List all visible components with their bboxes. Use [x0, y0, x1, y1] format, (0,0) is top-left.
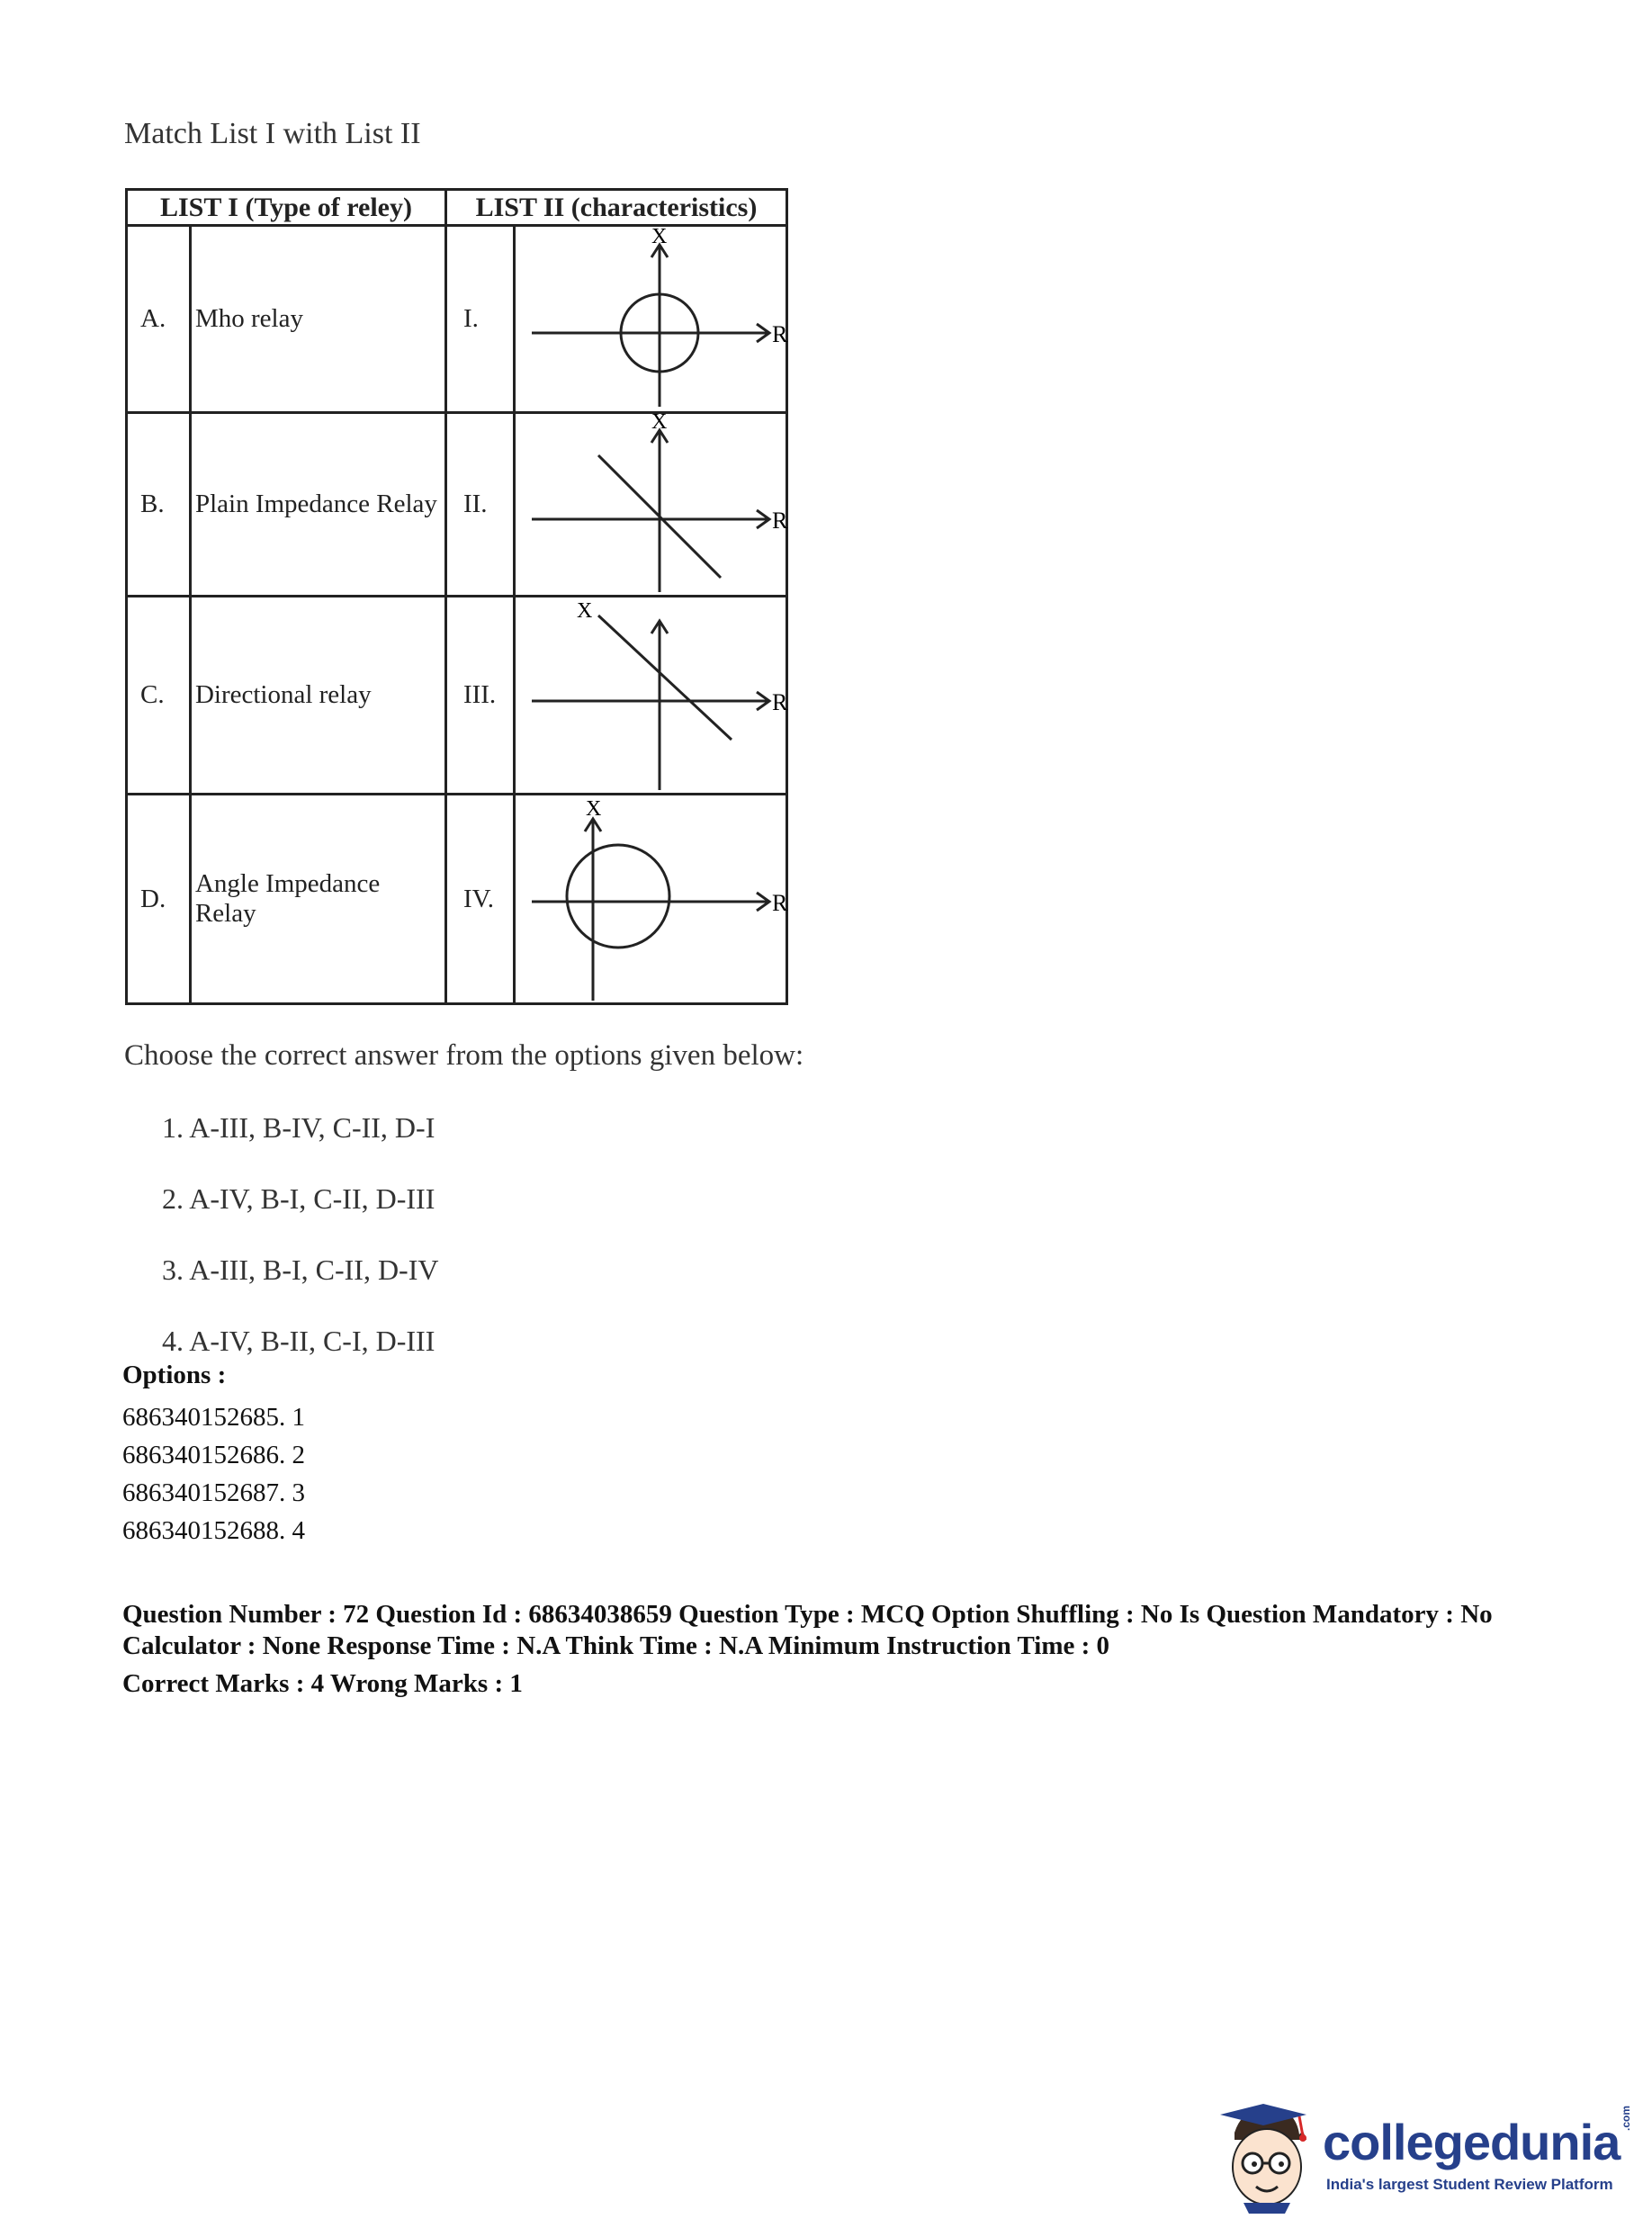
- relay-type: Directional relay: [190, 597, 445, 795]
- r-axis-label: R: [771, 321, 788, 347]
- row-letter: B.: [127, 413, 191, 597]
- characteristic-number: IV.: [445, 795, 514, 1004]
- answer-choice: 1. A-III, B-IV, C-II, D-I: [162, 1111, 435, 1144]
- characteristic-graph: [514, 597, 786, 795]
- offset-circle-graph: [516, 795, 786, 1002]
- options-heading: Options :: [122, 1361, 227, 1389]
- table-row: [127, 795, 787, 1004]
- table-row: [127, 597, 787, 795]
- option-item: 686340152688. 4: [122, 1516, 305, 1545]
- answer-choice: 2. A-IV, B-I, C-II, D-III: [162, 1182, 435, 1215]
- relay-type: Angle Impedance Relay: [190, 795, 445, 1004]
- row-letter: A.: [127, 226, 191, 413]
- option-item: 686340152685. 1: [122, 1403, 305, 1432]
- characteristic-graph: [514, 410, 788, 597]
- list-2-header: LIST II (characteristics): [445, 190, 786, 226]
- r-axis-label: R: [771, 890, 788, 916]
- row-letter: D.: [127, 795, 191, 1004]
- answer-choices: [162, 1105, 438, 1389]
- choose-instruction: Choose the correct answer from the options given below:: [124, 1039, 804, 1072]
- x-axis-label: X: [651, 410, 668, 434]
- x-axis-label: X: [576, 599, 593, 623]
- collegedunia-logo: [1217, 2097, 1639, 2214]
- characteristic-number: I.: [445, 226, 514, 413]
- table-row: [127, 226, 787, 413]
- options-list: [122, 1398, 305, 1550]
- relay-type: Mho relay: [190, 226, 445, 413]
- mascot-icon: [1217, 2097, 1315, 2214]
- characteristic-graph: [514, 795, 786, 1004]
- question-intro: Match List I with List II: [124, 117, 421, 150]
- option-item: 686340152686. 2: [122, 1441, 305, 1469]
- question-metadata: Question Number : 72 Question Id : 68634038659 Question Type : MCQ Option Shuffling : No Is Question Mandatory : No Calculator : None Response Time : N.A Think Time : N.A Minimum Instruction Time : 0: [122, 1600, 1493, 1660]
- characteristic-number: II.: [445, 413, 514, 597]
- answer-choice: 4. A-IV, B-II, C-I, D-III: [162, 1325, 435, 1357]
- answer-choice: 3. A-III, B-I, C-II, D-IV: [162, 1253, 439, 1286]
- marks-info: Correct Marks : 4 Wrong Marks : 1: [122, 1669, 523, 1698]
- r-axis-label: R: [771, 508, 788, 534]
- match-table: [125, 188, 788, 1005]
- offset-line-graph: [516, 597, 786, 793]
- characteristic-number: III.: [445, 597, 514, 795]
- logo-tagline: India's largest Student Review Platform: [1326, 2176, 1613, 2193]
- r-axis-label: R: [771, 689, 788, 715]
- characteristic-graph: [514, 226, 786, 413]
- table-row: [127, 413, 787, 597]
- option-item: 686340152687. 3: [122, 1478, 305, 1507]
- list-1-header: LIST I (Type of reley): [127, 190, 446, 226]
- mho-origin-circle-graph: [516, 227, 786, 411]
- line-through-origin-graph: [516, 410, 788, 595]
- x-axis-label: X: [585, 797, 602, 821]
- characteristic-line: [598, 615, 732, 740]
- characteristic-circle: [567, 845, 669, 948]
- logo-suffix: .com: [1620, 2105, 1632, 2131]
- row-letter: C.: [127, 597, 191, 795]
- relay-type: Plain Impedance Relay: [190, 413, 445, 597]
- logo-wordmark: collegedunia: [1323, 2114, 1621, 2170]
- x-axis-label: X: [651, 225, 668, 248]
